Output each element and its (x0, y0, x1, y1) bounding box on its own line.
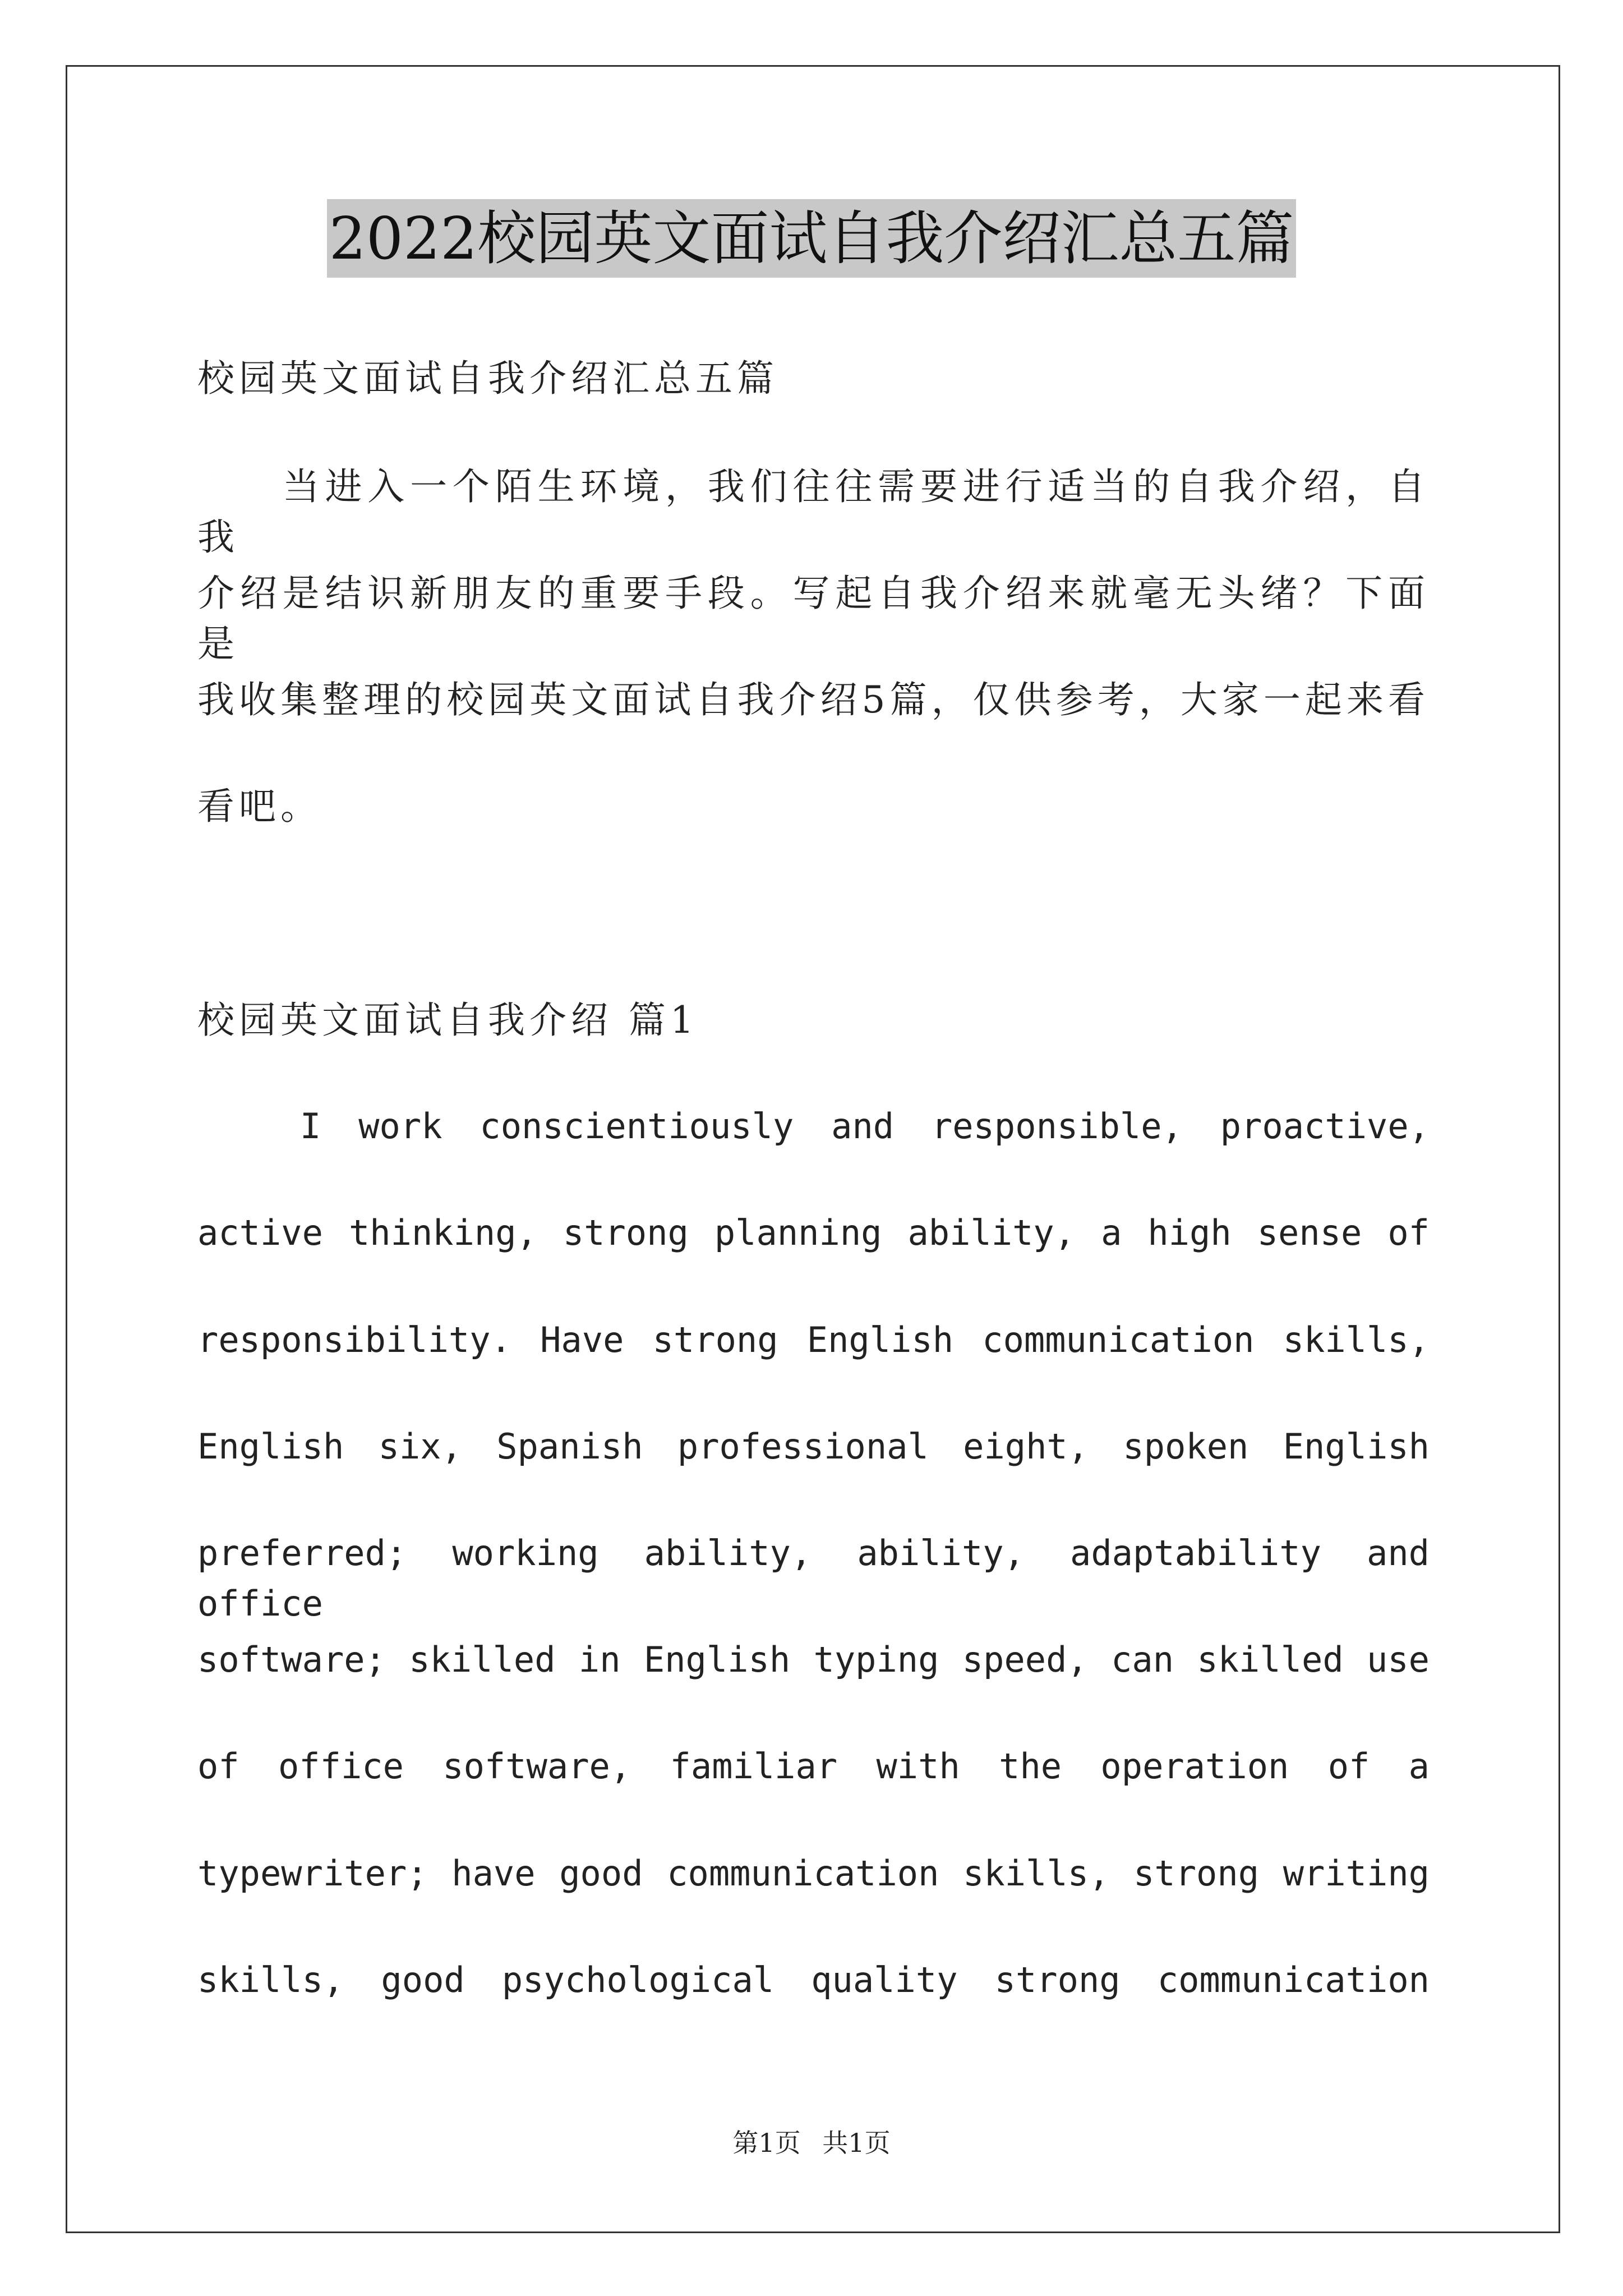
body-line: preferred; working ability, ability, adaptability and office (197, 1533, 1430, 1624)
title-container (0, 199, 1623, 278)
body-line: skills, good psychological quality strong communication (197, 1959, 1430, 2000)
intro-line: 当进入一个陌生环境，我们往往需要进行适当的自我介绍，自我 (197, 465, 1430, 559)
body-line: responsibility. Have strong English communication skills, (197, 1319, 1430, 1360)
page-footer: 第1页 共1页 (732, 2128, 891, 2158)
body-line: typewriter; have good communication skills, strong writing (197, 1853, 1430, 1894)
body-line: English six, Spanish professional eight, spoken English (197, 1426, 1430, 1467)
body-line: active thinking, strong planning ability, a high sense of (197, 1212, 1430, 1253)
body-line: software; skilled in English typing speed, can skilled use (197, 1639, 1430, 1680)
intro-line: 我收集整理的校园英文面试自我介绍5篇，仅供参考，大家一起来看 (197, 678, 1430, 721)
document-title: 2022校园英文面试自我介绍汇总五篇 (327, 199, 1297, 278)
document-subtitle: 校园英文面试自我介绍汇总五篇 (197, 357, 778, 400)
body-line: I work conscientiously and responsible, proactive, (197, 1106, 1430, 1147)
intro-line: 介绍是结识新朋友的重要手段。写起自我介绍来就毫无头绪？下面是 (197, 572, 1430, 665)
section-heading: 校园英文面试自我介绍 篇1 (197, 999, 698, 1042)
intro-line: 看吧。 (197, 785, 322, 828)
body-line: of office software, familiar with the operation of a (197, 1746, 1430, 1787)
